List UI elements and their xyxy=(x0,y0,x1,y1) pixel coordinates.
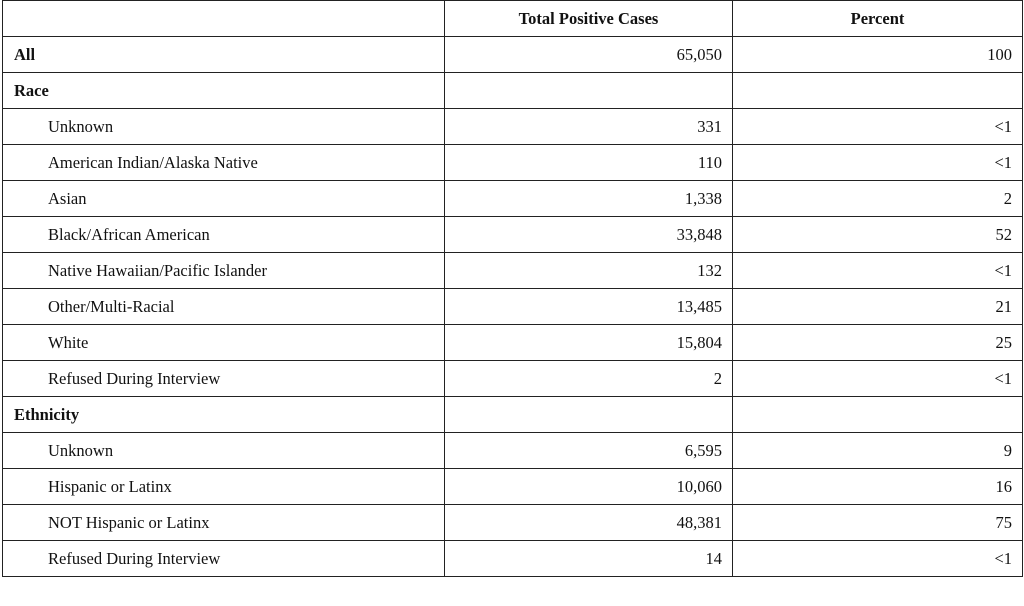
table-row xyxy=(3,217,1023,253)
table-row xyxy=(3,181,1023,217)
row-percent: 21 xyxy=(733,289,1023,325)
positive-cases-table xyxy=(2,0,1023,577)
table-row xyxy=(3,109,1023,145)
row-percent: <1 xyxy=(733,541,1023,577)
row-total-cases: 15,804 xyxy=(445,325,733,361)
row-percent: 52 xyxy=(733,217,1023,253)
table-row xyxy=(3,253,1023,289)
table-row xyxy=(3,145,1023,181)
table-row xyxy=(3,289,1023,325)
row-percent: 100 xyxy=(733,37,1023,73)
row-total-cases: 6,595 xyxy=(445,433,733,469)
row-total-cases: 65,050 xyxy=(445,37,733,73)
row-label: Other/Multi-Racial xyxy=(3,289,445,325)
row-label: Asian xyxy=(3,181,445,217)
row-percent: 16 xyxy=(733,469,1023,505)
table-row xyxy=(3,397,1023,433)
row-percent: <1 xyxy=(733,145,1023,181)
table-row xyxy=(3,505,1023,541)
row-total-cases: 33,848 xyxy=(445,217,733,253)
row-label: NOT Hispanic or Latinx xyxy=(3,505,445,541)
row-percent: <1 xyxy=(733,253,1023,289)
row-label: White xyxy=(3,325,445,361)
row-total-cases: 14 xyxy=(445,541,733,577)
row-label: Unknown xyxy=(3,433,445,469)
header-row xyxy=(3,1,1023,37)
row-total-cases: 48,381 xyxy=(445,505,733,541)
row-total-cases: 1,338 xyxy=(445,181,733,217)
row-total-cases xyxy=(445,397,733,433)
table-row xyxy=(3,469,1023,505)
row-percent: <1 xyxy=(733,361,1023,397)
row-label: Race xyxy=(3,73,445,109)
row-label: Hispanic or Latinx xyxy=(3,469,445,505)
header-total-positive-cases: Total Positive Cases xyxy=(445,1,733,37)
row-label: American Indian/Alaska Native xyxy=(3,145,445,181)
table-row xyxy=(3,325,1023,361)
table-row xyxy=(3,433,1023,469)
row-percent: 9 xyxy=(733,433,1023,469)
row-percent: 25 xyxy=(733,325,1023,361)
table-row xyxy=(3,73,1023,109)
row-total-cases: 132 xyxy=(445,253,733,289)
row-total-cases: 13,485 xyxy=(445,289,733,325)
row-percent: 2 xyxy=(733,181,1023,217)
row-total-cases xyxy=(445,73,733,109)
row-total-cases: 2 xyxy=(445,361,733,397)
header-percent: Percent xyxy=(733,1,1023,37)
row-percent: <1 xyxy=(733,109,1023,145)
row-percent xyxy=(733,73,1023,109)
header-category xyxy=(3,1,445,37)
row-total-cases: 331 xyxy=(445,109,733,145)
row-label: Refused During Interview xyxy=(3,361,445,397)
row-total-cases: 10,060 xyxy=(445,469,733,505)
row-total-cases: 110 xyxy=(445,145,733,181)
row-label: Refused During Interview xyxy=(3,541,445,577)
table-row xyxy=(3,541,1023,577)
table-row xyxy=(3,361,1023,397)
row-label: Black/African American xyxy=(3,217,445,253)
row-label: Native Hawaiian/Pacific Islander xyxy=(3,253,445,289)
table-row xyxy=(3,37,1023,73)
row-percent xyxy=(733,397,1023,433)
row-label: Unknown xyxy=(3,109,445,145)
row-label: All xyxy=(3,37,445,73)
row-label: Ethnicity xyxy=(3,397,445,433)
row-percent: 75 xyxy=(733,505,1023,541)
